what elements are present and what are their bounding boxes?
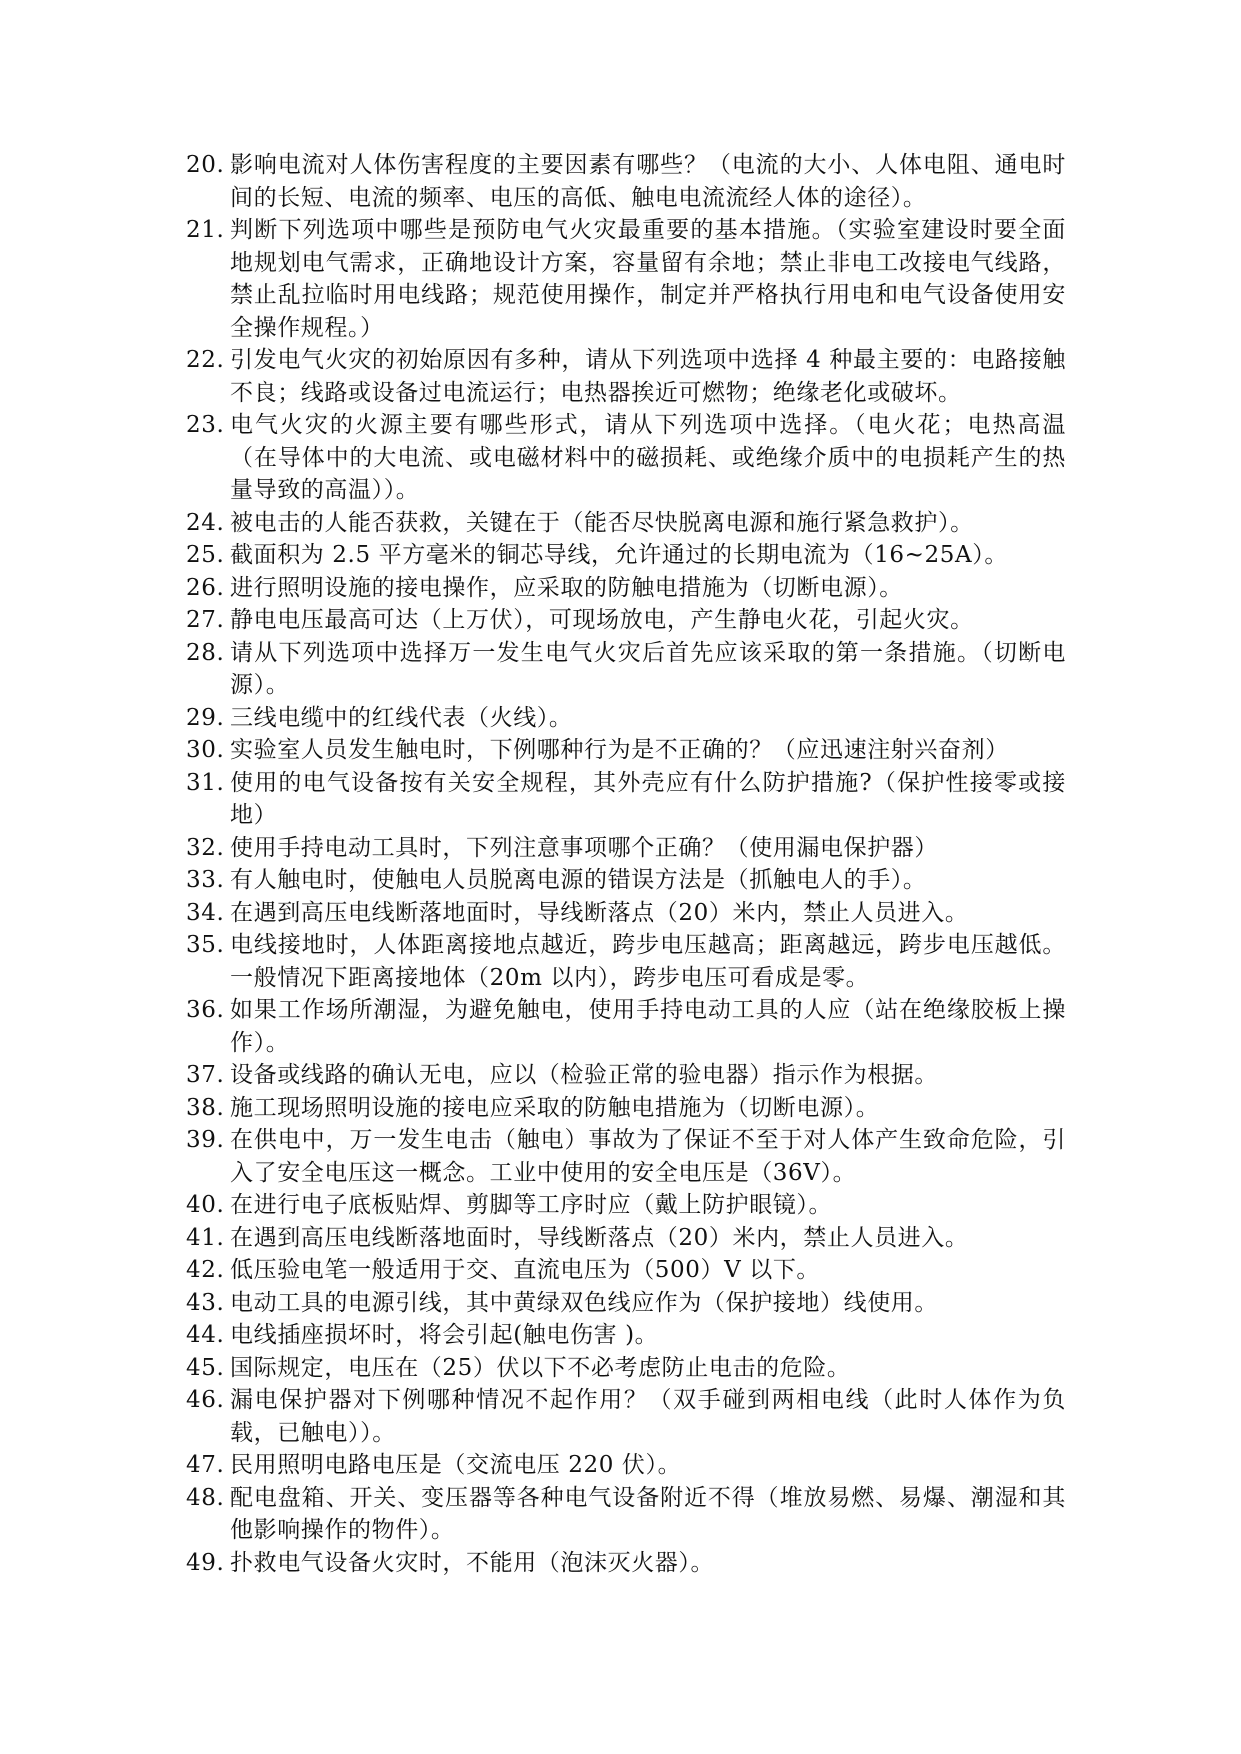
list-item <box>186 1352 1066 1385</box>
item-number: 28. <box>186 639 225 666</box>
item-number: 43. <box>186 1289 225 1316</box>
item-text: 如果工作场所潮湿，为避免触电，使用手持电动工具的人应（站在绝缘胶板上操作）。 <box>230 997 1066 1056</box>
item-text: 进行照明设施的接电操作，应采取的防触电措施为（切断电源）。 <box>230 574 903 601</box>
item-text: 实验室人员发生触电时，下例哪种行为是不正确的？（应迅速注射兴奋剂） <box>230 737 1009 763</box>
item-text: 影响电流对人体伤害程度的主要因素有哪些？（电流的大小、人体电阻、通电时间的长短、电流的频率、电压的高低、触电电流流经人体的途径）。 <box>230 152 1066 211</box>
item-text: 电动工具的电源引线，其中黄绿双色线应作为（保护接地）线使用。 <box>230 1289 938 1316</box>
item-text: 在遇到高压电线断落地面时，导线断落点（20）米内，禁止人员进入。 <box>230 899 969 926</box>
item-number: 31. <box>186 769 225 796</box>
list-item <box>186 929 1066 994</box>
item-number: 37. <box>186 1062 225 1088</box>
item-number: 26. <box>186 574 225 601</box>
item-text: 引发电气火灾的初始原因有多种，请从下列选项中选择 4 种最主要的：电路接触不良；线路或设备过电流运行；电热器挨近可燃物；绝缘老化或破坏。 <box>230 347 1066 406</box>
list-item <box>186 539 1066 572</box>
item-text: 截面积为 2.5 平方毫米的铜芯导线，允许通过的长期电流为（16~25A）。 <box>230 542 1008 568</box>
item-number: 38. <box>186 1094 225 1121</box>
item-number: 25. <box>186 542 225 568</box>
item-number: 42. <box>186 1257 225 1283</box>
item-text: 民用照明电路电压是（交流电压 220 伏）。 <box>230 1452 682 1478</box>
list-item <box>186 214 1066 344</box>
item-text: 有人触电时，使触电人员脱离电源的错误方法是（抓触电人的手）。 <box>230 867 927 893</box>
item-number: 35. <box>186 932 225 958</box>
item-text: 在进行电子底板贴焊、剪脚等工序时应（戴上防护眼镜）。 <box>230 1192 833 1218</box>
item-number: 22. <box>186 347 225 373</box>
list-item <box>186 1482 1066 1547</box>
item-number: 46. <box>186 1387 225 1413</box>
item-number: 27. <box>186 607 225 633</box>
item-number: 45. <box>186 1354 225 1381</box>
list-item <box>186 702 1066 735</box>
item-number: 20. <box>186 152 225 178</box>
list-item <box>186 767 1066 832</box>
list-item <box>186 1124 1066 1189</box>
list-item <box>186 1059 1066 1092</box>
list-item <box>186 897 1066 930</box>
list-item <box>186 409 1066 507</box>
item-number: 34. <box>186 899 225 926</box>
item-number: 33. <box>186 867 225 893</box>
list-item <box>186 864 1066 897</box>
list-item <box>186 572 1066 605</box>
item-text: 在遇到高压电线断落地面时，导线断落点（20）米内，禁止人员进入。 <box>230 1224 969 1251</box>
list-item <box>186 1222 1066 1255</box>
list-item <box>186 1254 1066 1287</box>
item-text: 使用手持电动工具时，下列注意事项哪个正确？（使用漏电保护器） <box>230 834 938 861</box>
question-list <box>186 149 1066 1579</box>
item-number: 29. <box>186 704 225 731</box>
list-item <box>186 1189 1066 1222</box>
item-number: 40. <box>186 1192 225 1218</box>
item-number: 47. <box>186 1452 225 1478</box>
list-item <box>186 507 1066 540</box>
item-text: 电线插座损坏时，将会引起(触电伤害 )。 <box>230 1322 659 1348</box>
item-number: 21. <box>186 217 225 243</box>
list-item <box>186 1449 1066 1482</box>
list-item <box>186 149 1066 214</box>
list-item <box>186 1287 1066 1320</box>
list-item <box>186 994 1066 1059</box>
item-text: 三线电缆中的红线代表（火线）。 <box>230 704 573 731</box>
item-text: 扑救电气设备火灾时，不能用（泡沫灭火器）。 <box>230 1549 715 1576</box>
item-number: 41. <box>186 1224 225 1251</box>
list-item <box>186 637 1066 702</box>
item-text: 判断下列选项中哪些是预防电气火灾最重要的基本措施。（实验室建设时要全面地规划电气需求，正确地设计方案，容量留有余地；禁止非电工改接电气线路，禁止乱拉临时用电线路；规范使用操作，制定并严格执行用电和电气设备使用安全操作规程。） <box>230 217 1066 341</box>
item-text: 国际规定，电压在（25）伏以下不必考虑防止电击的危险。 <box>230 1354 851 1381</box>
item-text: 电气火灾的火源主要有哪些形式，请从下列选项中选择。（电火花；电热高温（在导体中的大电流、或电磁材料中的磁损耗、或绝缘介质中的电损耗产生的热量导致的高温））。 <box>230 412 1066 503</box>
item-text: 低压验电笔一般适用于交、直流电压为（500）V 以下。 <box>230 1257 821 1283</box>
item-text: 使用的电气设备按有关安全规程，其外壳应有什么防护措施?（保护性接零或接地） <box>230 769 1066 828</box>
item-number: 24. <box>186 509 225 536</box>
item-text: 设备或线路的确认无电，应以（检验正常的验电器）指示作为根据。 <box>230 1062 938 1088</box>
item-number: 30. <box>186 737 225 763</box>
item-text: 在供电中，万一发生电击（触电）事故为了保证不至于对人体产生致命危险，引入了安全电压这一概念。工业中使用的安全电压是（36V）。 <box>230 1127 1066 1186</box>
item-text: 静电电压最高可达（上万伏），可现场放电，产生静电火花，引起火灾。 <box>230 607 974 633</box>
item-number: 39. <box>186 1127 225 1153</box>
item-number: 48. <box>186 1484 225 1511</box>
item-number: 36. <box>186 997 225 1023</box>
item-text: 配电盘箱、开关、变压器等各种电气设备附近不得（堆放易燃、易爆、潮湿和其他影响操作的物件）。 <box>230 1484 1066 1543</box>
item-text: 请从下列选项中选择万一发生电气火灾后首先应该采取的第一条措施。（切断电源）。 <box>230 639 1066 698</box>
list-item <box>186 1092 1066 1125</box>
list-item <box>186 1319 1066 1352</box>
list-item <box>186 1547 1066 1580</box>
item-text: 被电击的人能否获救，关键在于（能否尽快脱离电源和施行紧急救护）。 <box>230 509 974 536</box>
item-number: 49. <box>186 1549 225 1576</box>
item-text: 电线接地时，人体距离接地点越近，跨步电压越高；距离越远，跨步电压越低。一般情况下距离接地体（20m 以内），跨步电压可看成是零。 <box>230 932 1066 991</box>
list-item <box>186 1384 1066 1449</box>
list-item <box>186 734 1066 767</box>
item-number: 23. <box>186 412 225 438</box>
list-item <box>186 604 1066 637</box>
item-text: 施工现场照明设施的接电应采取的防触电措施为（切断电源）。 <box>230 1094 880 1121</box>
list-item <box>186 832 1066 865</box>
item-number: 32. <box>186 834 225 861</box>
item-number: 44. <box>186 1322 225 1348</box>
list-item <box>186 344 1066 409</box>
item-text: 漏电保护器对下例哪种情况不起作用？（双手碰到两相电线（此时人体作为负载，已触电））。 <box>230 1387 1066 1446</box>
